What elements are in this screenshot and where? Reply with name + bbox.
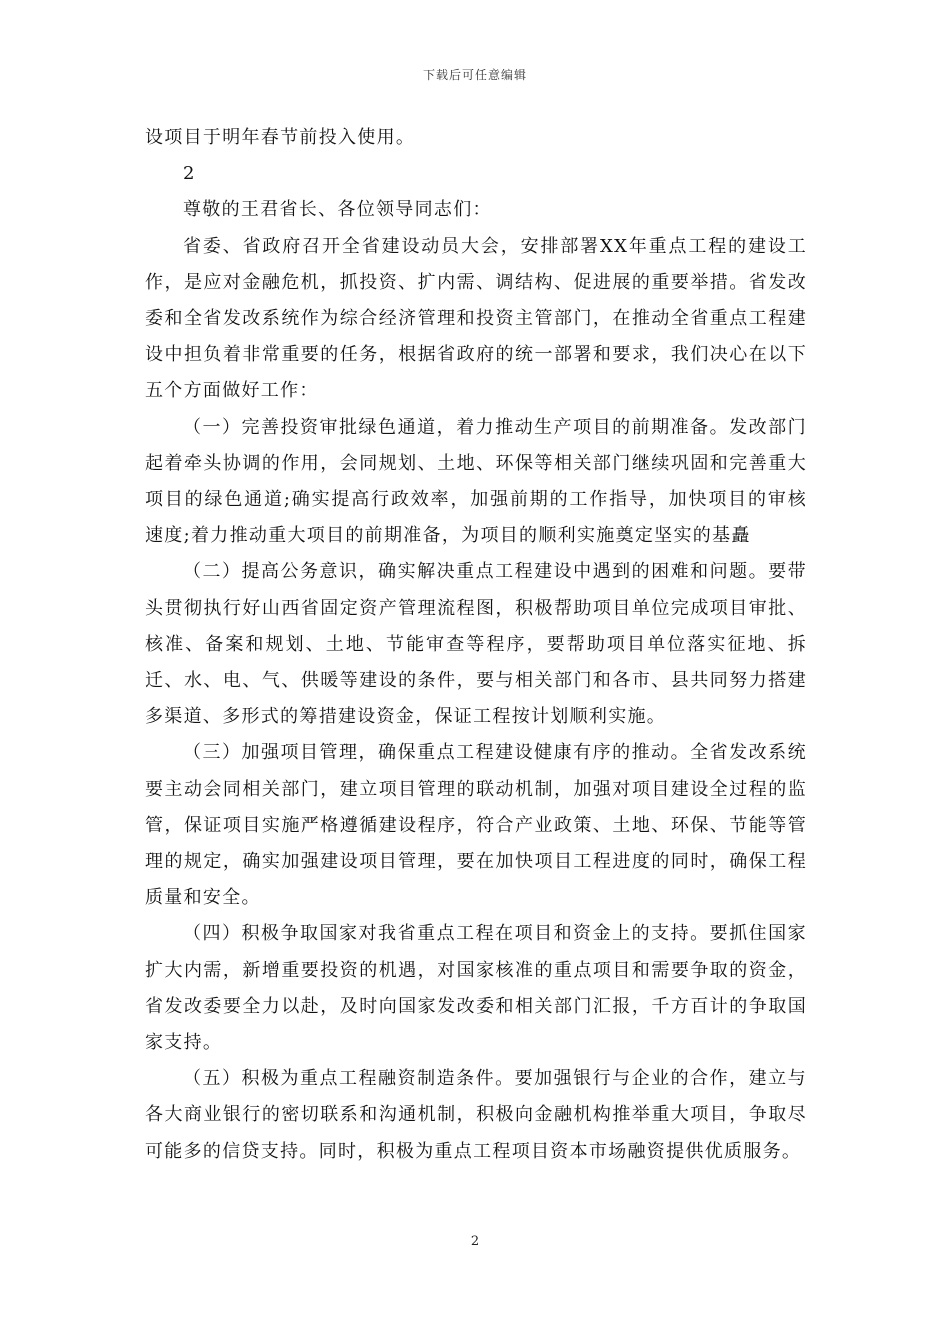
salutation: 尊敬的王君省长、各位领导同志们： [183,199,492,221]
paragraph-item-2: （二）提高公务意识，确实解决重点工程建设中遇到的困难和问题。要带头贯彻执行好山西省固定资产管理流程图，积极帮助项目单位完成项目审批、核准、备案和规划、土地、节能审查等程序，要帮助项目单位落实征地、拆迁、水、电、气、供暖等建设的条件，要与相关部门和各市、县共同努力搭建多渠道、多形式的筹措建设资金，保证工程按计划顺利实施。 [145,561,807,728]
paragraph-item-3: （三）加强项目管理，确保重点工程建设健康有序的推动。全省发改系统要主动会同相关部门，建立项目管理的联动机制，加强对项目建设全过程的监管，保证项目实施严格遵循建设程序，符合产业政策、土地、环保、节能等管理的规定，确实加强建设项目管理，要在加快项目工程进度的同时，确保工程质量和安全。 [145,742,807,909]
paragraph-item-5: （五）积极为重点工程融资制造条件。要加强银行与企业的合作，建立与各大商业银行的密切联系和沟通机制，积极向金融机构推举重大项目，争取尽可能多的信贷支持。同时，积极为重点工程项目资本市场融资提供优质服务。 [145,1068,807,1162]
page-header: 下载后可任意编辑 [422,68,527,82]
page-number: 2 [470,1234,480,1249]
paragraph-item-1: （一）完善投资审批绿色通道，着力推动生产项目的前期准备。发改部门起着牵头协调的作用，会同规划、土地、环保等相关部门继续巩固和完善重大项目的绿色通道;确实提高行政效率，加强前期的工作指导，加快项目的审核速度;着力推动重大项目的前期准备，为项目的顺利实施奠定坚实的基矗 [145,416,807,547]
paragraph-item-4: （四）积极争取国家对我省重点工程在项目和资金上的支持。要抓住国家扩大内需，新增重要投资的机遇，对国家核准的重点项目和需要争取的资金，省发改委要全力以赴，及时向国家发改委和相关部门汇报，千方百计的争取国家支持。 [145,923,807,1054]
document-body [145,120,807,1170]
section-number: 2 [183,163,196,185]
paragraph-intro: 省委、省政府召开全省建设动员大会，安排部署XX年重点工程的建设工作，是应对金融危机，抓投资、扩内需、调结构、促进展的重要举措。省发改委和全省发改系统作为综合经济管理和投资主管部门，在推动全省重点工程建设中担负着非常重要的任务，根据省政府的统一部署和要求，我们决心在以下五个方面做好工作： [145,235,807,402]
paragraph-continuation: 设项目于明年春节前投入使用。 [145,127,416,148]
